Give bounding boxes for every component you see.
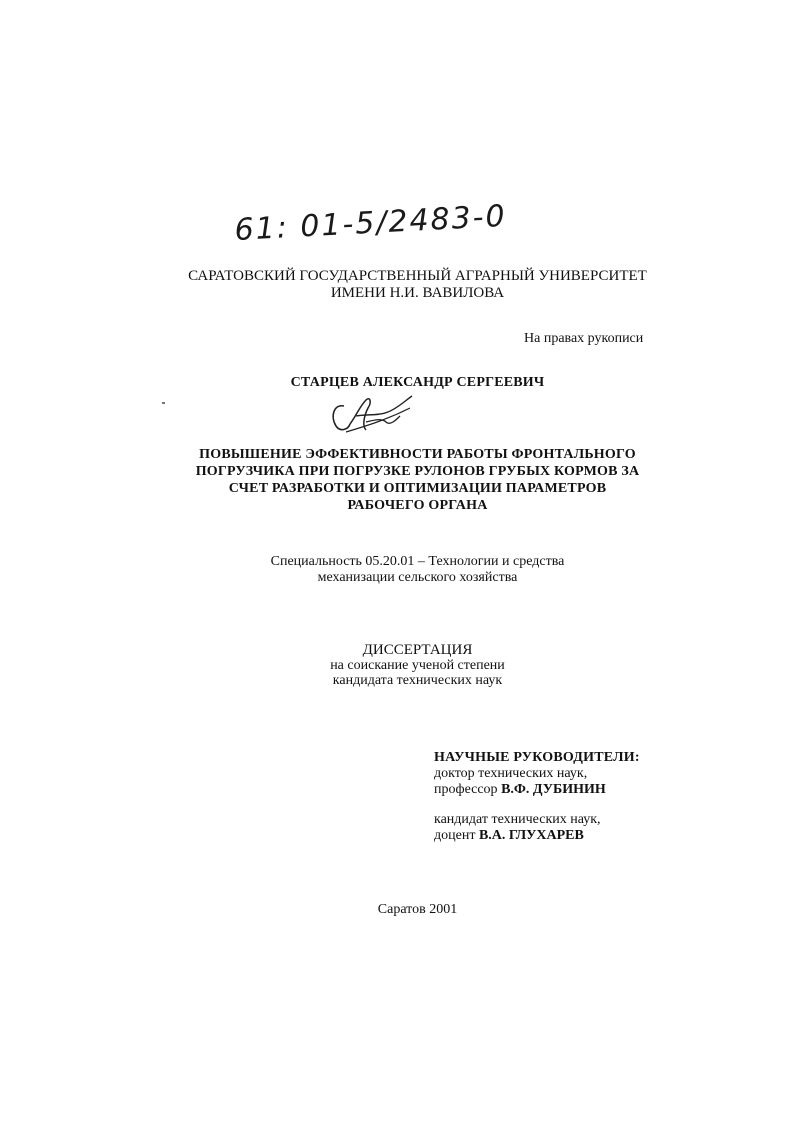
supervisor-2-name: В.А. ГЛУХАРЕВ bbox=[478, 828, 584, 843]
supervisor-spacer bbox=[434, 798, 640, 812]
university-name bbox=[0, 268, 795, 302]
university-line-2: ИМЕНИ Н.И. ВАВИЛОВА bbox=[330, 285, 505, 301]
supervisors-heading: НАУЧНЫЕ РУКОВОДИТЕЛИ: bbox=[434, 750, 640, 765]
author-signature-icon bbox=[326, 386, 416, 442]
supervisor-1-name: В.Ф. ДУБИНИН bbox=[501, 782, 606, 797]
dissertation-label: ДИССЕРТАЦИЯ bbox=[362, 642, 473, 658]
degree-line-2: кандидата технических наук bbox=[332, 673, 503, 688]
supervisors-block bbox=[434, 750, 640, 844]
university-line-1: САРАТОВСКИЙ ГОСУДАРСТВЕННЫЙ АГРАРНЫЙ УНИВЕРСИТЕТ bbox=[188, 268, 647, 284]
supervisor-2 bbox=[434, 828, 640, 844]
supervisor-2-degree: кандидат технических наук, bbox=[434, 812, 601, 827]
degree-line-1: на соискание ученой степени bbox=[330, 658, 505, 673]
city-year: Саратов 2001 bbox=[377, 902, 458, 917]
author-name: СТАРЦЕВ АЛЕКСАНДР СЕРГЕЕВИЧ bbox=[290, 375, 545, 390]
supervisor-1-degree: доктор технических наук, bbox=[434, 766, 588, 781]
title-line: ПОГРУЗЧИКА ПРИ ПОГРУЗКЕ РУЛОНОВ ГРУБЫХ КОРМОВ ЗА bbox=[195, 464, 640, 479]
specialty-line-1: Специальность 05.20.01 – Технологии и средства bbox=[270, 554, 565, 569]
supervisor-1 bbox=[434, 782, 640, 798]
degree-block bbox=[0, 643, 795, 688]
title-line: ПОВЫШЕНИЕ ЭФФЕКТИВНОСТИ РАБОТЫ ФРОНТАЛЬНОГО bbox=[199, 447, 636, 462]
title-line: СЧЕТ РАЗРАБОТКИ И ОПТИМИЗАЦИИ ПАРАМЕТРОВ bbox=[228, 481, 607, 496]
supervisor-2-title: доцент bbox=[434, 828, 476, 843]
specialty-line-2: механизации сельского хозяйства bbox=[317, 570, 518, 585]
title-line: РАБОЧЕГО ОРГАНА bbox=[347, 498, 488, 513]
scan-mark bbox=[162, 402, 165, 404]
dissertation-title bbox=[0, 446, 795, 514]
archive-stamp-number: 61: 01-5/2483-0 bbox=[233, 198, 508, 248]
manuscript-rights-note: На правах рукописи bbox=[524, 331, 644, 346]
specialty-block bbox=[0, 554, 795, 586]
supervisor-1-title: профессор bbox=[434, 782, 498, 797]
